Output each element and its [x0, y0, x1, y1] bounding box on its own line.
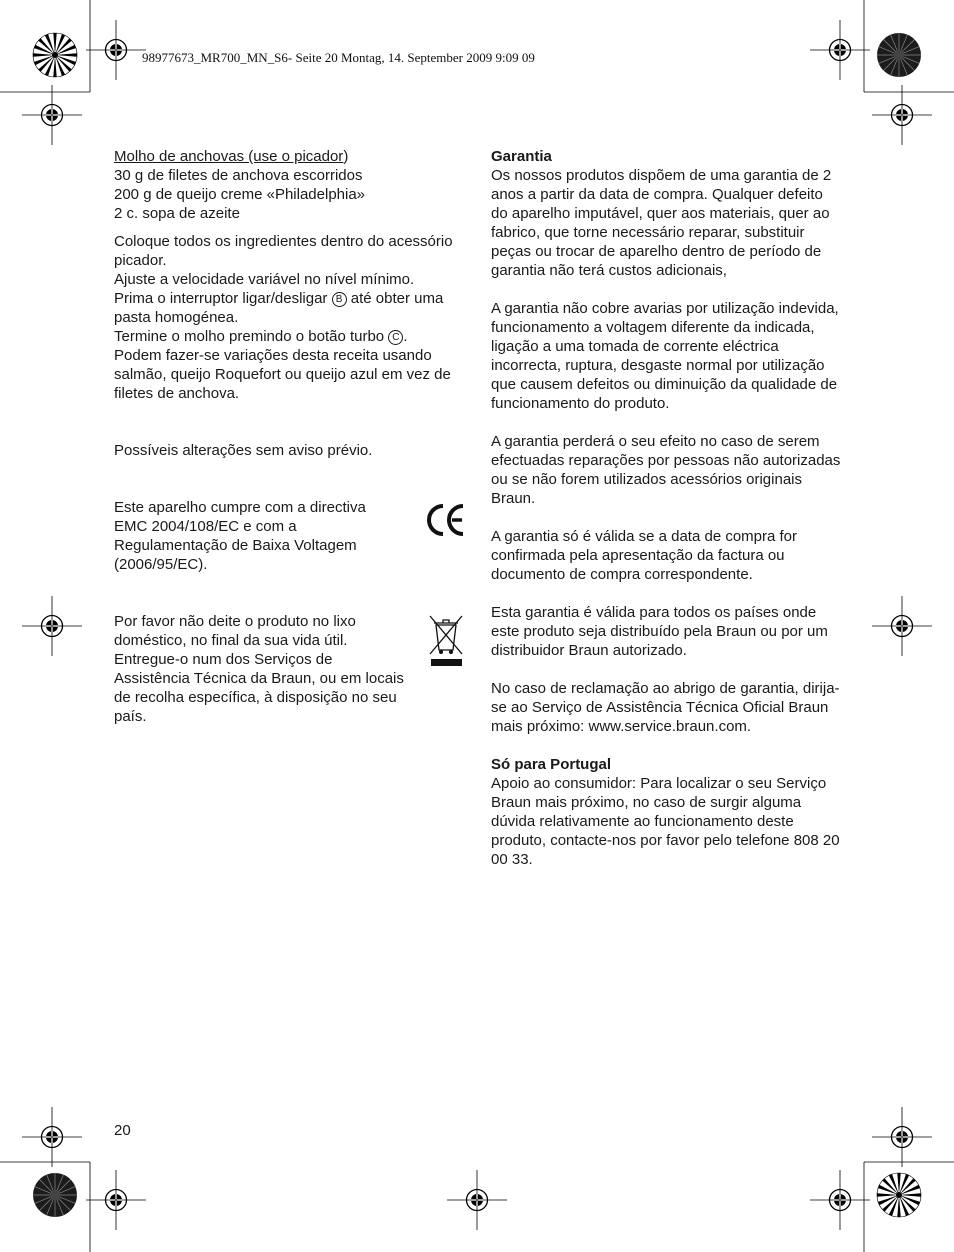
warranty-heading: Garantia	[491, 148, 552, 165]
registration-mark-icon	[872, 1107, 932, 1167]
registration-mark-icon	[22, 1107, 82, 1167]
color-bar-wheel-icon	[33, 33, 77, 77]
button-b-symbol: B	[332, 292, 347, 307]
recipe-step: Prima o interruptor ligar/desligar B até obter uma pasta homogénea.	[114, 290, 444, 326]
warranty-paragraph: A garantia perderá o seu efeito no caso de serem efectuadas reparações por pessoas não autorizadas ou se não forem utilizados acessórios originais Braun.	[491, 433, 841, 507]
warranty-paragraph: No caso de reclamação ao abrigo de garantia, dirija-se ao Serviço de Assistência Técnica Oficial Braun mais próximo: www.service.braun.com.	[491, 680, 840, 735]
page-number: 20	[114, 1122, 131, 1139]
color-bar-wheel-icon	[877, 33, 921, 77]
recipe-step: Coloque todos os ingredientes dentro do acessório picador.	[114, 233, 453, 269]
crossed-out-bin-icon	[428, 614, 466, 668]
warranty-paragraph: Esta garantia é válida para todos os países onde este produto seja distribuído pela Braun ou por um distribuidor Braun autorizado.	[491, 604, 828, 659]
registration-mark-icon	[86, 1170, 146, 1230]
portugal-heading: Só para Portugal	[491, 756, 612, 773]
ingredient: 200 g de queijo creme «Philadelphia»	[114, 186, 366, 203]
registration-mark-icon	[86, 20, 146, 80]
disposal-notice: Por favor não deite o produto no lixo doméstico, no final da sua vida útil. Entregue-o num dos Serviços de Assistência Técnica da Braun, ou em locais de recolha específica, à disposição no seu país.	[114, 613, 404, 725]
portugal-text: Apoio ao consumidor: Para localizar o seu Serviço Braun mais próximo, no caso de surgir alguma dúvida relativamente ao funcionamento deste produto, contacte-nos por favor pelo telefone 808 20 00 33.	[491, 775, 840, 868]
print-slug: 98977673_MR700_MN_S6- Seite 20 Montag, 14. September 2009 9:09 09	[142, 50, 535, 65]
ingredient: 30 g de filetes de anchova escorridos	[114, 167, 363, 184]
recipe-step: Ajuste a velocidade variável no nível mínimo.	[114, 271, 415, 288]
warranty-paragraph: A garantia só é válida se a data de compra for confirmada pela apresentação da factura ou documento de compra correspondente.	[491, 528, 798, 583]
ce-notice: Este aparelho cumpre com a directiva EMC 2004/108/EC e com a Regulamentação de Baixa Voltagem (2006/95/EC).	[114, 499, 366, 573]
color-bar-wheel-icon	[33, 1173, 77, 1217]
recipe-title: Molho de anchovas (use o picador)	[114, 148, 349, 165]
ingredient: 2 c. sopa de azeite	[114, 205, 240, 222]
warranty-paragraph: Os nossos produtos dispõem de uma garantia de 2 anos a partir da data de compra. Qualquer defeito do aparelho imputável, quer aos materiais, quer ao fabrico, que torne necessário reparar, substituir peças ou trocar de aparelho dentro de período de garantia não terá custos adicionais,	[491, 167, 832, 279]
registration-mark-icon	[22, 596, 82, 656]
registration-mark-icon	[810, 20, 870, 80]
ce-mark-icon	[424, 500, 466, 540]
left-column	[114, 147, 459, 726]
registration-mark-icon	[447, 1170, 507, 1230]
registration-mark-icon	[22, 85, 82, 145]
registration-mark-icon	[872, 85, 932, 145]
color-bar-wheel-icon	[877, 1173, 921, 1217]
recipe-step: Termine o molho premindo o botão turbo C .	[114, 328, 408, 345]
recipe-step: Podem fazer-se variações desta receita usando salmão, queijo Roquefort ou queijo azul em vez de filetes de anchova.	[114, 347, 451, 402]
registration-mark-icon	[810, 1170, 870, 1230]
changes-notice: Possíveis alterações sem aviso prévio.	[114, 442, 373, 459]
warranty-paragraph: A garantia não cobre avarias por utilização indevida, funcionamento a voltagem diferente da indicada, ligação a uma tomada de corrente eléctrica incorrecta, ruptura, desgaste normal por utilização que causem defeitos ou diminuição da qualidade de funcionamento do produto.	[491, 300, 839, 412]
right-column	[491, 147, 841, 869]
registration-mark-icon	[872, 596, 932, 656]
button-c-symbol: C	[388, 330, 403, 345]
